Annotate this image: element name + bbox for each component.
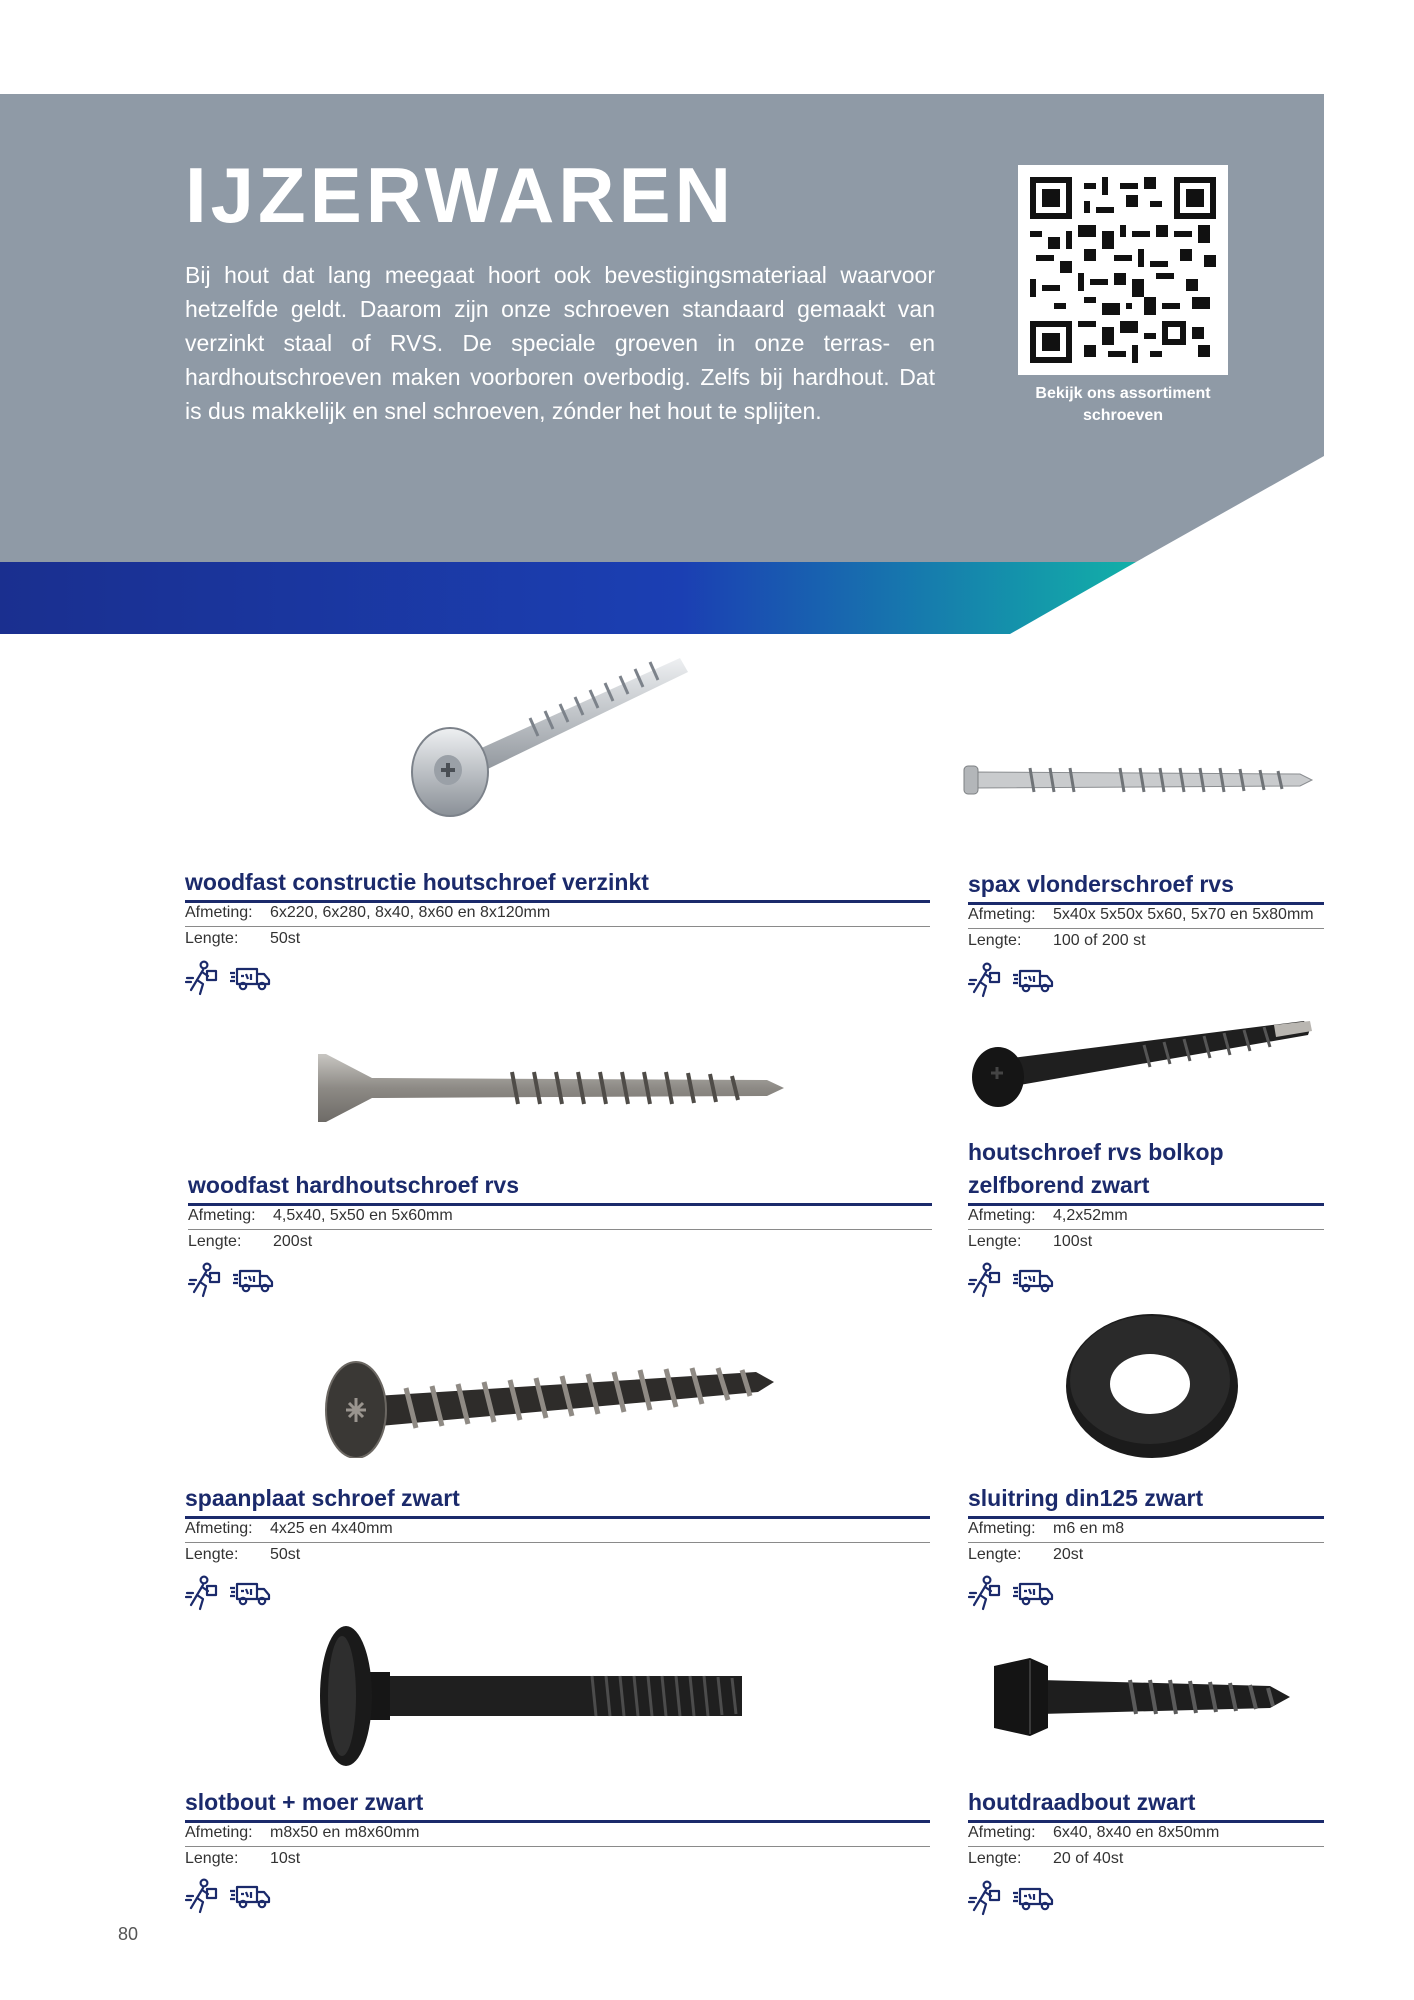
product-title: woodfast constructie houtschroef verzinkt bbox=[185, 869, 649, 895]
afmeting-label: Afmeting: bbox=[185, 904, 253, 921]
delivery-truck-icon bbox=[229, 1882, 271, 1910]
afmeting-row bbox=[185, 1824, 419, 1842]
lengte-row bbox=[185, 930, 300, 948]
lengte-label: Lengte: bbox=[185, 1850, 239, 1867]
row-divider bbox=[968, 1846, 1324, 1847]
afmeting-row bbox=[968, 1824, 1219, 1842]
product-image bbox=[380, 650, 710, 830]
delivery-truck-icon bbox=[232, 1266, 274, 1294]
product-title: sluitring din125 zwart bbox=[968, 1485, 1204, 1511]
delivery-truck-icon bbox=[1012, 1884, 1054, 1912]
lengte-value: 200st bbox=[273, 1233, 313, 1250]
qr-caption-line2: schroeven bbox=[1082, 407, 1164, 424]
afmeting-label: Afmeting: bbox=[968, 906, 1036, 923]
product-image bbox=[990, 1652, 1306, 1742]
afmeting-row bbox=[968, 1207, 1128, 1225]
lengte-label: Lengte: bbox=[185, 930, 239, 947]
row-divider bbox=[968, 1542, 1324, 1543]
product-title: houtdraadbout zwart bbox=[968, 1789, 1196, 1815]
lengte-value: 20st bbox=[1053, 1546, 1084, 1563]
pickup-person-icon bbox=[968, 1880, 1002, 1916]
product-image bbox=[960, 750, 1320, 810]
afmeting-value: m8x50 en m8x60mm bbox=[270, 1824, 420, 1841]
lengte-value: 100 of 200 st bbox=[1053, 932, 1146, 949]
row-divider bbox=[968, 928, 1324, 929]
afmeting-row bbox=[968, 906, 1314, 924]
lengte-label: Lengte: bbox=[188, 1233, 242, 1250]
pickup-person-icon bbox=[968, 1575, 1002, 1611]
product-title-line1: houtschroef rvs bolkop bbox=[968, 1139, 1224, 1165]
product-image bbox=[312, 1622, 762, 1767]
delivery-truck-icon bbox=[1012, 1579, 1054, 1607]
pickup-person-icon bbox=[185, 1575, 219, 1611]
afmeting-row bbox=[188, 1207, 453, 1225]
product-title: spaanplaat schroef zwart bbox=[185, 1485, 460, 1511]
afmeting-label: Afmeting: bbox=[968, 1207, 1036, 1224]
qr-caption bbox=[1018, 383, 1228, 427]
delivery-truck-icon bbox=[229, 964, 271, 992]
lengte-label: Lengte: bbox=[968, 932, 1022, 949]
lengte-label: Lengte: bbox=[185, 1546, 239, 1563]
lengte-row bbox=[188, 1233, 312, 1251]
title-rule bbox=[185, 1820, 930, 1823]
service-icons bbox=[188, 1262, 274, 1298]
afmeting-label: Afmeting: bbox=[968, 1520, 1036, 1537]
product-title-line2: zelfborend zwart bbox=[968, 1172, 1150, 1198]
pickup-person-icon bbox=[968, 1262, 1002, 1298]
lengte-row bbox=[968, 932, 1146, 950]
lengte-value: 20 of 40st bbox=[1053, 1850, 1124, 1867]
product-title: spax vlonderschroef rvs bbox=[968, 871, 1234, 897]
afmeting-value: m6 en m8 bbox=[1053, 1520, 1125, 1537]
lengte-row bbox=[968, 1850, 1123, 1868]
title-rule bbox=[185, 1516, 930, 1519]
afmeting-value: 4,5x40, 5x50 en 5x60mm bbox=[273, 1207, 453, 1224]
row-divider bbox=[968, 1229, 1324, 1230]
lengte-label: Lengte: bbox=[968, 1546, 1022, 1563]
afmeting-label: Afmeting: bbox=[185, 1824, 253, 1841]
lengte-label: Lengte: bbox=[968, 1850, 1022, 1867]
title-rule bbox=[185, 900, 930, 903]
afmeting-value: 6x220, 6x280, 8x40, 8x60 en 8x120mm bbox=[270, 904, 551, 921]
afmeting-row bbox=[968, 1520, 1124, 1538]
product-title: woodfast hardhoutschroef rvs bbox=[188, 1172, 519, 1198]
lengte-value: 50st bbox=[270, 1546, 301, 1563]
title-rule bbox=[968, 902, 1324, 905]
product-image bbox=[964, 1015, 1324, 1115]
afmeting-value: 4,2x52mm bbox=[1053, 1207, 1128, 1224]
delivery-truck-icon bbox=[1012, 966, 1054, 994]
service-icons bbox=[968, 1262, 1054, 1298]
delivery-truck-icon bbox=[229, 1579, 271, 1607]
row-divider bbox=[185, 1846, 930, 1847]
page-number: 80 bbox=[118, 1924, 139, 1944]
title-rule bbox=[188, 1203, 932, 1206]
service-icons bbox=[185, 1575, 271, 1611]
title-rule bbox=[968, 1516, 1324, 1519]
qr-caption-line1: Bekijk ons assortiment bbox=[1035, 385, 1211, 402]
lengte-value: 100st bbox=[1053, 1233, 1093, 1250]
lengte-row bbox=[968, 1233, 1092, 1251]
row-divider bbox=[188, 1229, 932, 1230]
row-divider bbox=[185, 1542, 930, 1543]
afmeting-value: 6x40, 8x40 en 8x50mm bbox=[1053, 1824, 1220, 1841]
qr-code-icon bbox=[1030, 177, 1216, 363]
lengte-row bbox=[185, 1546, 300, 1564]
pickup-person-icon bbox=[185, 960, 219, 996]
lengte-value: 50st bbox=[270, 930, 301, 947]
afmeting-value: 5x40x 5x50x 5x60, 5x70 en 5x80mm bbox=[1053, 906, 1314, 923]
product-image bbox=[316, 1348, 786, 1458]
afmeting-row bbox=[185, 1520, 393, 1538]
afmeting-label: Afmeting: bbox=[968, 1824, 1036, 1841]
afmeting-value: 4x25 en 4x40mm bbox=[270, 1520, 393, 1537]
lengte-row bbox=[185, 1850, 300, 1868]
qr-code[interactable] bbox=[1018, 165, 1228, 375]
page-title: IJZERWAREN bbox=[185, 151, 735, 239]
service-icons bbox=[185, 1878, 271, 1914]
service-icons bbox=[968, 962, 1054, 998]
title-rule bbox=[968, 1820, 1324, 1823]
product-image bbox=[1064, 1310, 1240, 1460]
lengte-label: Lengte: bbox=[968, 1233, 1022, 1250]
pickup-person-icon bbox=[188, 1262, 222, 1298]
afmeting-label: Afmeting: bbox=[185, 1520, 253, 1537]
afmeting-row bbox=[185, 904, 550, 922]
pickup-person-icon bbox=[968, 962, 1002, 998]
product-title: slotbout + moer zwart bbox=[185, 1789, 424, 1815]
service-icons bbox=[968, 1575, 1054, 1611]
row-divider bbox=[185, 926, 930, 927]
intro-text: Bij hout dat lang meegaat hoort ook bevestigingsmateriaal waarvoor hetzelfde geldt. Daarom zijn onze schroeven standaard gemaakt van verzinkt staal of RVS. De speciale groeven in onze terras- en hardhoutschroeven maken voorboren overbodig. Zelfs bij hardhout. Dat is dus makkelijk en snel schroeven, zónder het hout te splijten. bbox=[185, 262, 935, 424]
pickup-person-icon bbox=[185, 1878, 219, 1914]
afmeting-label: Afmeting: bbox=[188, 1207, 256, 1224]
service-icons bbox=[185, 960, 271, 996]
service-icons bbox=[968, 1880, 1054, 1916]
delivery-truck-icon bbox=[1012, 1266, 1054, 1294]
lengte-value: 10st bbox=[270, 1850, 301, 1867]
product-image bbox=[312, 1048, 792, 1128]
title-rule bbox=[968, 1203, 1324, 1206]
lengte-row bbox=[968, 1546, 1083, 1564]
